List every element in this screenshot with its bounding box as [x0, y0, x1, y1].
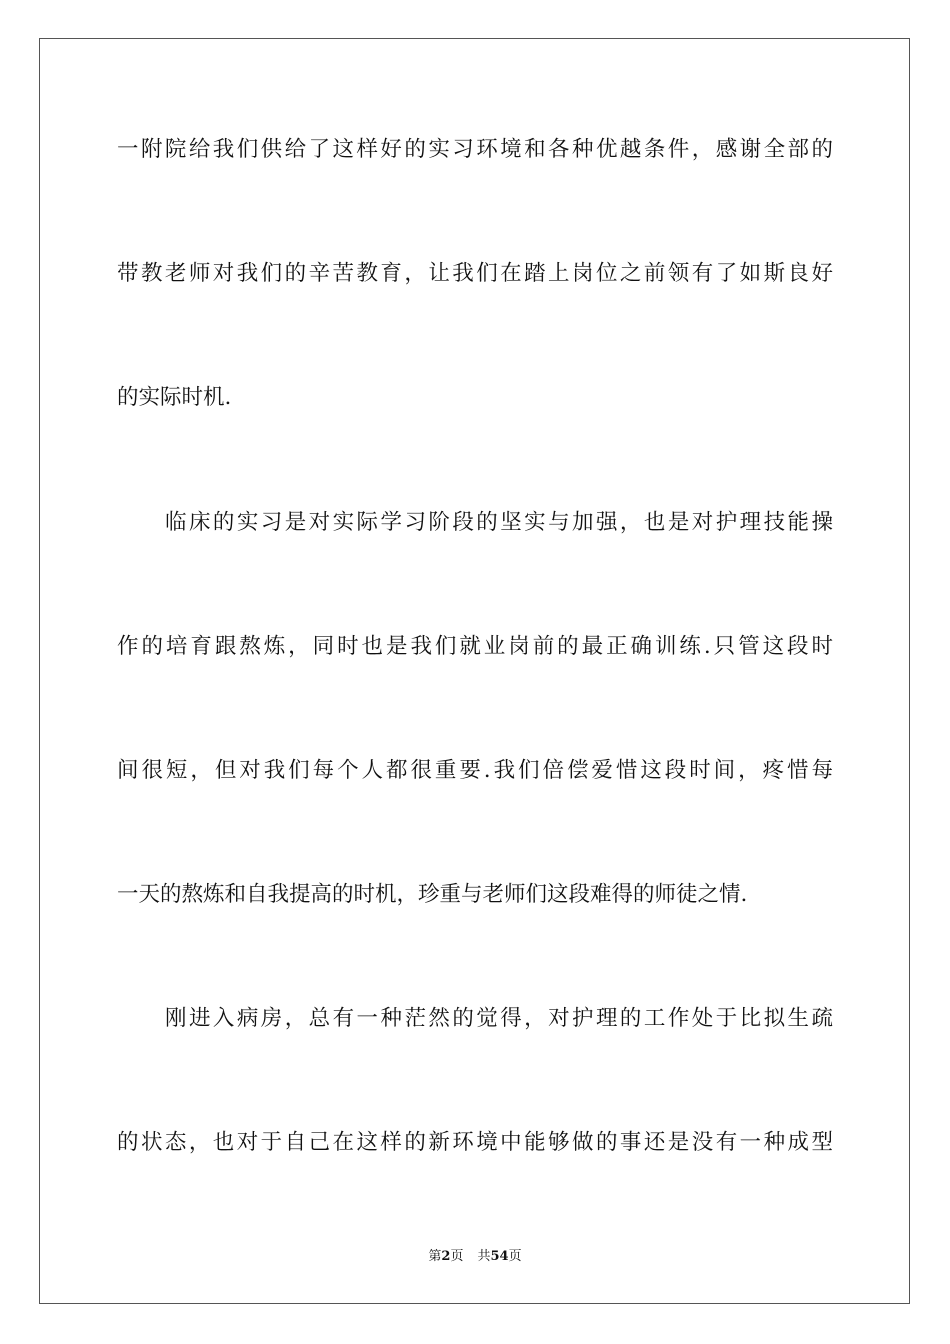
text-line-4: 临床的实习是对实际学习阶段的坚实与加强，也是对护理技能操: [165, 510, 833, 535]
page-border: [39, 38, 910, 1304]
page-prefix: 第: [428, 1249, 442, 1264]
text-line-2: 带教老师对我们的辛苦教育，让我们在踏上岗位之前领有了如斯良好: [117, 261, 833, 286]
page-footer: [0, 1248, 950, 1266]
text-line-9: 的状态，也对于自己在这样的新环境中能够做的事还是没有一种成型: [117, 1130, 833, 1155]
text-line-1: 一附院给我们供给了这样好的实习环境和各种优越条件，感谢全部的: [117, 137, 833, 162]
text-line-8: 刚进入病房，总有一种茫然的觉得，对护理的工作处于比拟生疏: [165, 1006, 833, 1031]
total-pages: 54: [490, 1249, 509, 1264]
text-line-3: 的实际时机.: [117, 385, 232, 410]
text-line-5: 作的培育跟熬炼，同时也是我们就业岗前的最正确训练.只管这段时: [117, 634, 833, 659]
page-suffix: 页: [450, 1249, 464, 1264]
total-suffix: 页: [508, 1249, 522, 1264]
page-number: 2: [441, 1249, 451, 1264]
text-line-6: 间很短，但对我们每个人都很重要.我们倍偿爱惜这段时间，疼惜每: [117, 758, 833, 783]
text-line-7: 一天的熬炼和自我提高的时机，珍重与老师们这段难得的师徒之情.: [117, 882, 748, 907]
total-prefix: 共: [477, 1249, 491, 1264]
